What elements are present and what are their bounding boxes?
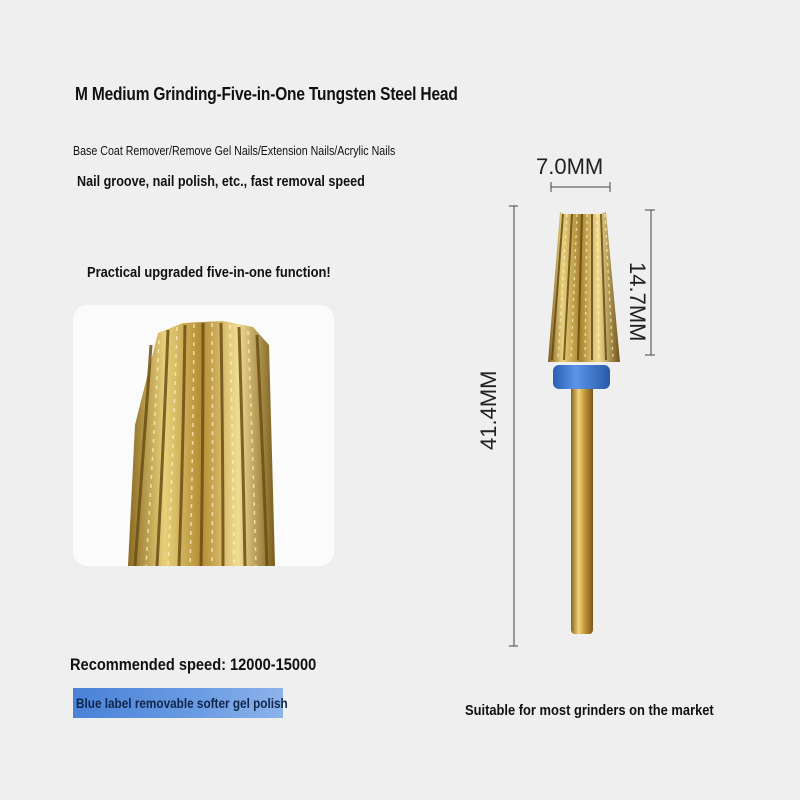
blue-label-note: Blue label removable softer gel polish <box>76 695 288 711</box>
drill-bit-closeup-image <box>73 305 334 566</box>
total-length-dimension-label: 41.4MM <box>476 370 501 450</box>
width-dimension-label: 7.0MM <box>536 154 604 179</box>
recommended-speed-text: Recommended speed: 12000-15000 <box>70 655 317 674</box>
closeup-image-card <box>73 305 334 566</box>
compatibility-text: Suitable for most grinders on the market <box>465 702 714 719</box>
feature-text: Practical upgraded five-in-one function! <box>87 264 331 281</box>
drill-bit-image <box>500 150 700 660</box>
uses-text: Base Coat Remover/Remove Gel Nails/Extension Nails/Acrylic Nails <box>73 143 396 158</box>
head-length-dimension-label: 14.7MM <box>625 262 650 342</box>
speed-description: Nail groove, nail polish, etc., fast removal speed <box>77 173 365 190</box>
product-title: M Medium Grinding-Five-in-One Tungsten Steel Head <box>75 84 458 104</box>
